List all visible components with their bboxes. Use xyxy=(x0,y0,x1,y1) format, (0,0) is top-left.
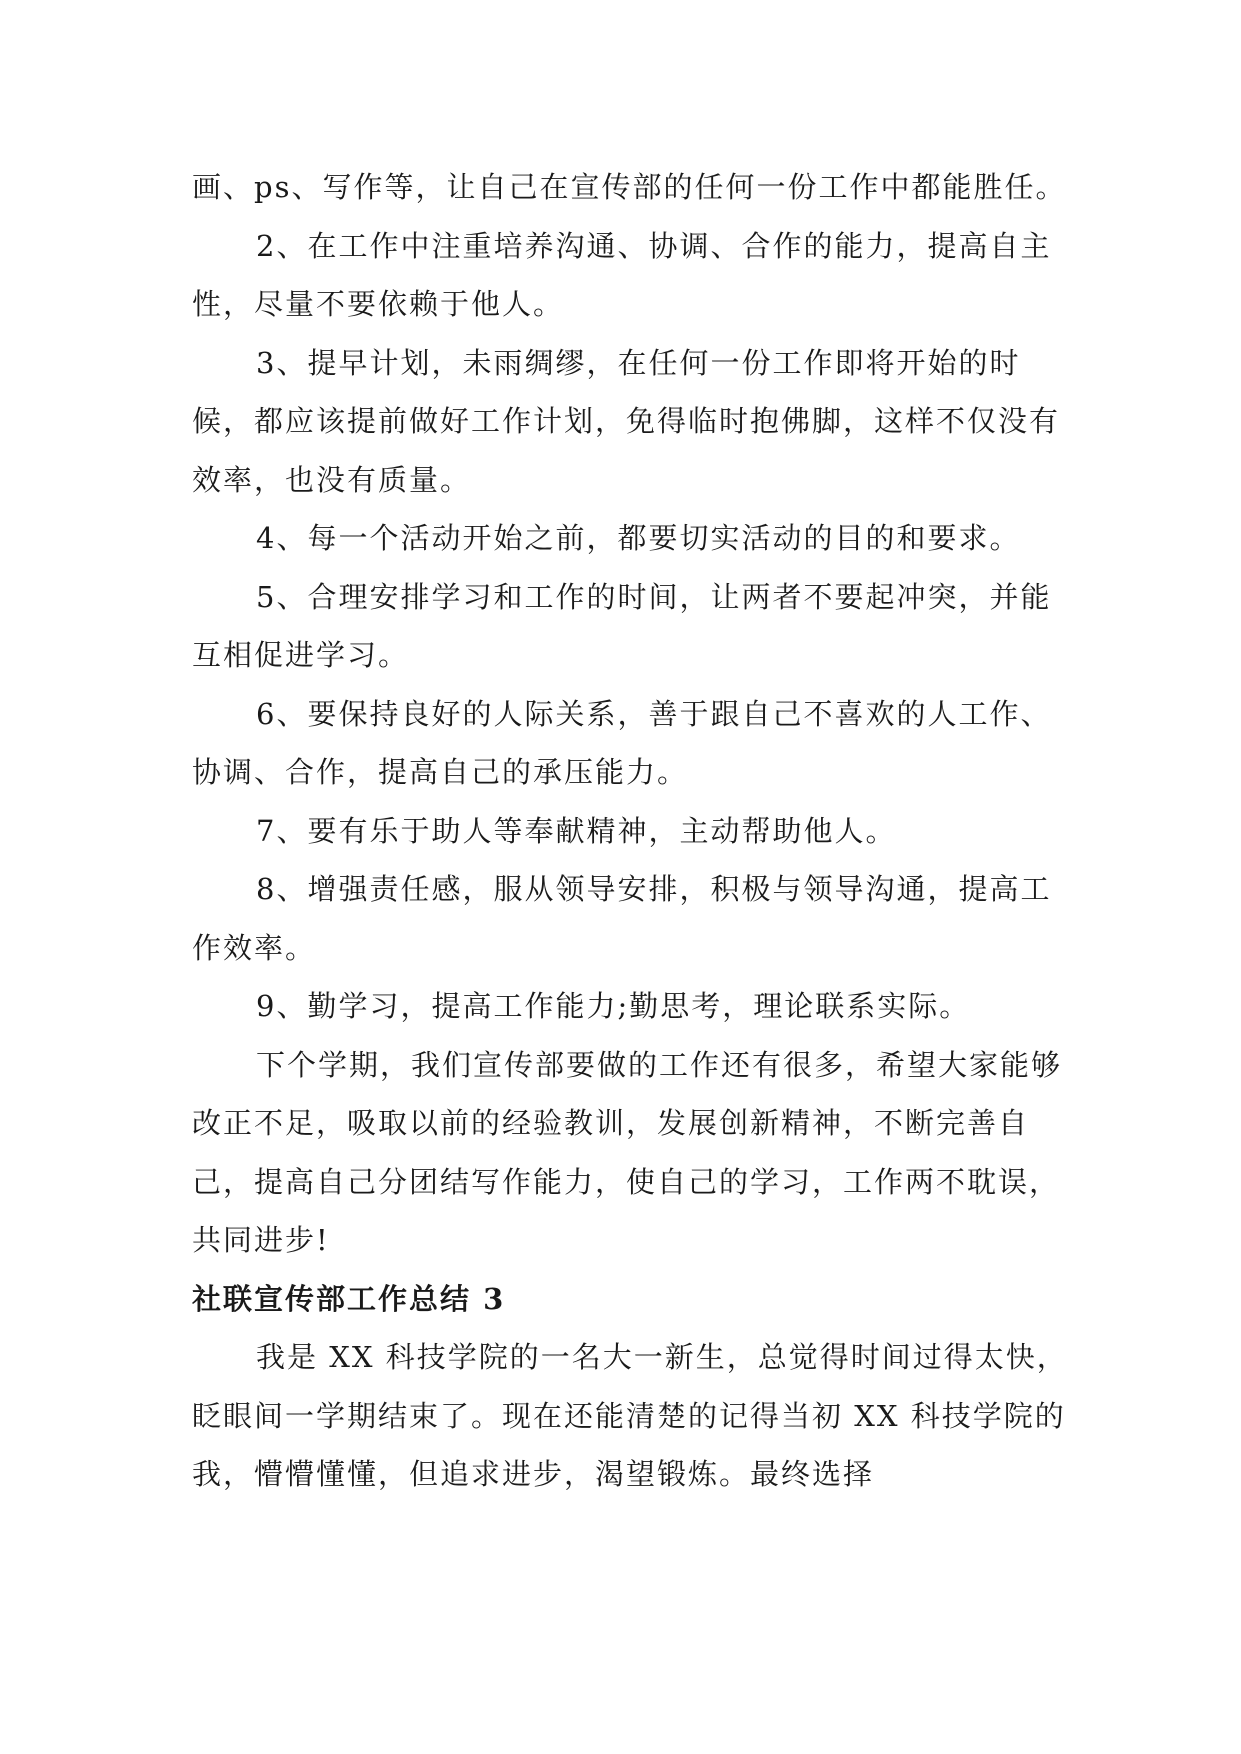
list-item-4: 4、每一个活动开始之前，都要切实活动的目的和要求。 xyxy=(256,521,1021,555)
closing-paragraph: 我是 XX 科技学院的一名大一新生，总觉得时间过得太快，眨眼间一学期结束了。现在还能清楚的记得当初 XX 科技学院的我，懵懵懂懂，但追求进步，渴望锻炼。最终选择 xyxy=(192,1340,1068,1491)
document-body xyxy=(192,158,1072,1504)
list-item-7: 7、要有乐于助人等奉献精神，主动帮助他人。 xyxy=(256,813,897,848)
list-item-5: 5、合理安排学习和工作的时间，让两者不要起冲突，并能互相促进学习。 xyxy=(192,579,1052,672)
paragraph-continuation: 画、ps、写作等，让自己在宣传部的任何一份工作中都能胜任。 xyxy=(192,170,1067,204)
summary-paragraph: 下个学期，我们宣传部要做的工作还有很多，希望大家能够改正不足，吸取以前的经验教训，发展创新精神，不断完善自己，提高自己分团结写作能力，使自己的学习，工作两不耽误，共同进步! xyxy=(192,1047,1063,1257)
list-item-8: 8、增强责任感，服从领导安排，积极与领导沟通，提高工作效率。 xyxy=(192,872,1052,965)
section-title: 社联宣传部工作总结 3 xyxy=(192,1281,506,1316)
list-item-2: 2、在工作中注重培养沟通、协调、合作的能力，提高自主性，尽量不要依赖于他人。 xyxy=(192,228,1052,321)
list-item-9: 9、勤学习，提高工作能力;勤思考，理论联系实际。 xyxy=(256,989,971,1023)
list-item-6: 6、要保持良好的人际关系，善于跟自己不喜欢的人工作、协调、合作，提高自己的承压能力。 xyxy=(192,696,1052,789)
list-item-3: 3、提早计划，未雨绸缪，在任何一份工作即将开始的时候，都应该提前做好工作计划，免得临时抱佛脚，这样不仅没有效率，也没有质量。 xyxy=(192,345,1061,497)
